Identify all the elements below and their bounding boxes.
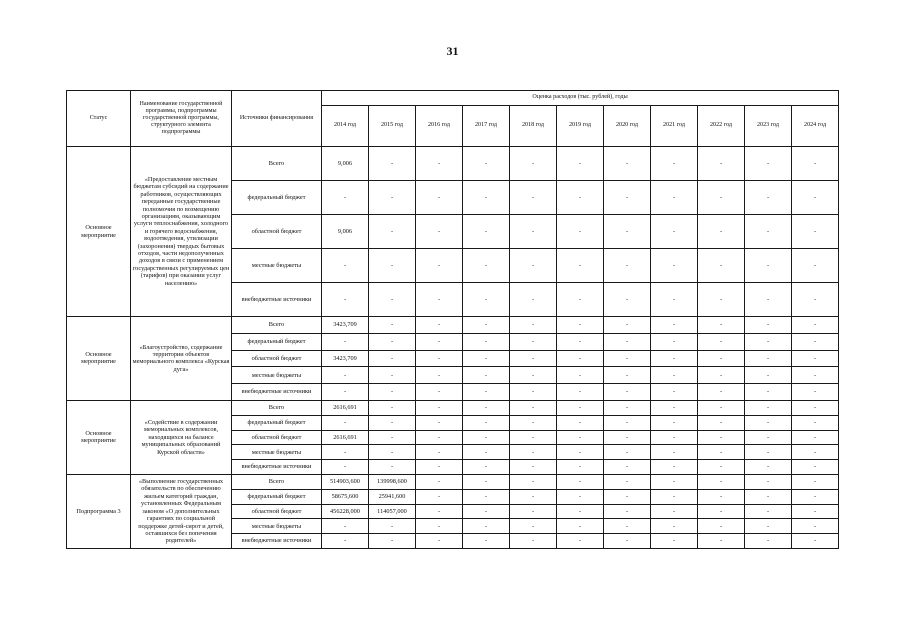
amount-cell: - [369,350,416,367]
amount-cell: - [792,519,839,534]
amount-cell: - [792,415,839,430]
amount-cell: - [745,317,792,334]
amount-cell: - [792,147,839,181]
amount-cell: - [604,317,651,334]
amount-cell: - [792,317,839,334]
funding-source-cell: местные бюджеты [232,367,322,384]
amount-cell: - [745,519,792,534]
amount-cell: - [463,384,510,401]
amount-cell: - [651,384,698,401]
amount-cell: - [604,430,651,445]
header-year: 2015 год [369,106,416,147]
amount-cell: - [604,519,651,534]
amount-cell: - [698,474,745,489]
amount-cell: - [510,460,557,475]
funding-source-cell: областной бюджет [232,350,322,367]
amount-cell: - [463,534,510,549]
amount-cell: - [510,504,557,519]
amount-cell: - [463,504,510,519]
amount-cell: - [792,474,839,489]
amount-cell: - [322,445,369,460]
amount-cell: - [510,147,557,181]
amount-cell: - [651,215,698,249]
amount-cell: - [604,445,651,460]
amount-cell: - [510,534,557,549]
header-name: Наименование государственной программы, подпрограммы государственной программы, структурного элемента подпрограммы [131,91,232,147]
amount-cell: - [369,534,416,549]
amount-cell: - [416,333,463,350]
amount-cell: - [745,181,792,215]
amount-cell: - [510,489,557,504]
amount-cell: - [604,489,651,504]
amount-cell: - [369,460,416,475]
amount-cell: - [604,415,651,430]
amount-cell: - [792,350,839,367]
amount-cell: - [745,430,792,445]
amount-cell: - [745,215,792,249]
amount-cell: - [463,519,510,534]
amount-cell: - [698,430,745,445]
amount-cell: - [604,367,651,384]
amount-cell: - [651,430,698,445]
amount-cell: - [510,400,557,415]
amount-cell: - [557,181,604,215]
amount-cell: - [651,460,698,475]
header-estimate: Оценка расходов (тыс. рублей), годы [322,91,839,106]
amount-cell: - [745,283,792,317]
amount-cell: - [557,249,604,283]
amount-cell: - [463,283,510,317]
program-name-cell: «Выполнение государственных обязательств по обеспечению жильем категорий граждан, установленных Федеральным законом «О дополнительных гарантиях по социальной поддержке детей-сирот и детей, оставшихся без попечения родителей» [131,474,232,548]
amount-cell: - [792,249,839,283]
amount-cell: - [698,181,745,215]
funding-source-cell: Всего [232,474,322,489]
amount-cell: - [698,367,745,384]
amount-cell: - [369,430,416,445]
amount-cell: - [416,147,463,181]
amount-cell: - [416,350,463,367]
amount-cell: - [463,317,510,334]
table-row [67,400,839,415]
funding-source-cell: местные бюджеты [232,445,322,460]
amount-cell: - [698,400,745,415]
amount-cell: - [557,415,604,430]
amount-cell: - [416,430,463,445]
amount-cell: - [322,367,369,384]
amount-cell: - [416,460,463,475]
amount-cell: - [322,519,369,534]
amount-cell: - [651,519,698,534]
funding-source-cell: местные бюджеты [232,519,322,534]
amount-cell: - [369,333,416,350]
header-year: 2022 год [698,106,745,147]
amount-cell: - [369,215,416,249]
amount-cell: 2616,691 [322,400,369,415]
amount-cell: - [463,415,510,430]
amount-cell: - [463,460,510,475]
amount-cell: - [557,283,604,317]
amount-cell: - [369,384,416,401]
amount-cell: - [604,215,651,249]
amount-cell: - [557,400,604,415]
amount-cell: - [510,249,557,283]
amount-cell: - [510,519,557,534]
amount-cell: - [463,367,510,384]
amount-cell: - [510,445,557,460]
funding-source-cell: Всего [232,400,322,415]
amount-cell: - [463,215,510,249]
funding-source-cell: внебюджетные источники [232,384,322,401]
amount-cell: - [745,445,792,460]
amount-cell: - [369,147,416,181]
amount-cell: - [322,534,369,549]
table-row [67,147,839,181]
amount-cell: - [651,350,698,367]
funding-source-cell: Всего [232,317,322,334]
amount-cell: 9,006 [322,215,369,249]
amount-cell: - [557,333,604,350]
amount-cell: - [322,181,369,215]
table-row [67,474,839,489]
amount-cell: - [510,415,557,430]
amount-cell: - [416,317,463,334]
header-year: 2017 год [463,106,510,147]
amount-cell: - [463,249,510,283]
amount-cell: - [557,445,604,460]
amount-cell: - [557,460,604,475]
amount-cell: - [463,333,510,350]
amount-cell: - [416,489,463,504]
amount-cell: - [698,460,745,475]
amount-cell: - [416,249,463,283]
amount-cell: - [604,147,651,181]
amount-cell: - [604,460,651,475]
amount-cell: - [416,181,463,215]
amount-cell: - [604,350,651,367]
amount-cell: - [604,283,651,317]
funding-source-cell: областной бюджет [232,215,322,249]
amount-cell: - [416,367,463,384]
funding-source-cell: внебюджетные источники [232,534,322,549]
amount-cell: - [745,249,792,283]
amount-cell: - [651,367,698,384]
amount-cell: - [463,445,510,460]
amount-cell: - [792,445,839,460]
program-name-cell: «Предоставление местным бюджетам субсидий на содержание работников, осуществляющих переданные государственные полномочия по возмещению организациям, оказывающим услуги теплоснабжения, холодного и горячего водоснабжения, водоотведения, утилизации (захоронения) твердых бытовых отходов, части недополученных доходов в связи с применением государственных регулируемых цен (тарифов) при оказании услуг населению» [131,147,232,317]
amount-cell: 58675,600 [322,489,369,504]
amount-cell: - [510,474,557,489]
amount-cell: - [651,415,698,430]
amount-cell: - [651,474,698,489]
amount-cell: - [698,384,745,401]
amount-cell: - [792,283,839,317]
funding-source-cell: областной бюджет [232,430,322,445]
amount-cell: - [604,384,651,401]
amount-cell: - [369,317,416,334]
funding-source-cell: федеральный бюджет [232,181,322,215]
amount-cell: - [463,400,510,415]
header-source: Источники финансирования [232,91,322,147]
amount-cell: - [651,445,698,460]
amount-cell: - [510,367,557,384]
amount-cell: - [416,400,463,415]
amount-cell: - [745,460,792,475]
amount-cell: - [369,367,416,384]
amount-cell: - [792,534,839,549]
amount-cell: - [745,333,792,350]
amount-cell: - [322,415,369,430]
amount-cell: - [557,474,604,489]
amount-cell: - [745,504,792,519]
amount-cell: 514903,600 [322,474,369,489]
amount-cell: - [557,504,604,519]
amount-cell: 3423,709 [322,350,369,367]
amount-cell: - [745,415,792,430]
amount-cell: 139998,600 [369,474,416,489]
amount-cell: - [369,400,416,415]
amount-cell: - [698,489,745,504]
amount-cell: - [416,519,463,534]
status-cell: Основное мероприятие [67,317,131,401]
amount-cell: - [510,384,557,401]
amount-cell: - [557,350,604,367]
header-year: 2014 год [322,106,369,147]
amount-cell: 25941,600 [369,489,416,504]
amount-cell: - [651,249,698,283]
amount-cell: - [604,333,651,350]
header-year: 2023 год [745,106,792,147]
amount-cell: - [322,249,369,283]
funding-source-cell: федеральный бюджет [232,333,322,350]
funding-source-cell: внебюджетные источники [232,283,322,317]
amount-cell: - [698,333,745,350]
amount-cell: - [322,333,369,350]
header-year: 2018 год [510,106,557,147]
amount-cell: - [369,283,416,317]
amount-cell: 3423,709 [322,317,369,334]
amount-cell: - [510,333,557,350]
amount-cell: 2616,691 [322,430,369,445]
amount-cell: - [745,474,792,489]
amount-cell: - [651,504,698,519]
amount-cell: - [557,215,604,249]
amount-cell: - [510,430,557,445]
funding-source-cell: Всего [232,147,322,181]
amount-cell: - [792,384,839,401]
header-year: 2020 год [604,106,651,147]
program-name-cell: «Содействие в содержании мемориальных комплексов, находящихся на балансе муниципальных образований Курской области» [131,400,232,474]
amount-cell: - [792,215,839,249]
amount-cell: - [698,147,745,181]
amount-cell: - [792,430,839,445]
amount-cell: - [416,504,463,519]
amount-cell: - [792,460,839,475]
amount-cell: - [698,249,745,283]
amount-cell: - [557,367,604,384]
amount-cell: - [698,350,745,367]
amount-cell: - [416,283,463,317]
amount-cell: - [416,384,463,401]
amount-cell: - [651,489,698,504]
amount-cell: - [792,181,839,215]
amount-cell: - [463,147,510,181]
amount-cell: - [698,519,745,534]
amount-cell: - [416,474,463,489]
program-name-cell: «Благоустройство, содержание территории объектов мемориального комплекса «Курская дуга» [131,317,232,401]
amount-cell: - [698,445,745,460]
amount-cell: - [792,400,839,415]
funding-source-cell: местные бюджеты [232,249,322,283]
amount-cell: - [463,430,510,445]
amount-cell: - [463,181,510,215]
amount-cell: - [745,384,792,401]
funding-source-cell: областной бюджет [232,504,322,519]
amount-cell: - [792,333,839,350]
amount-cell: - [792,504,839,519]
amount-cell: - [604,474,651,489]
amount-cell: - [604,181,651,215]
amount-cell: - [510,181,557,215]
table-row [67,317,839,334]
amount-cell: - [745,350,792,367]
amount-cell: - [557,384,604,401]
amount-cell: - [604,400,651,415]
amount-cell: - [510,283,557,317]
amount-cell: - [416,534,463,549]
header-year: 2016 год [416,106,463,147]
amount-cell: - [416,415,463,430]
amount-cell: - [745,534,792,549]
amount-cell: - [463,474,510,489]
amount-cell: 114057,000 [369,504,416,519]
amount-cell: - [745,367,792,384]
amount-cell: - [369,181,416,215]
amount-cell: - [651,181,698,215]
amount-cell: - [510,215,557,249]
amount-cell: - [698,215,745,249]
amount-cell: - [463,489,510,504]
amount-cell: - [557,534,604,549]
amount-cell: - [510,317,557,334]
status-cell: Основное мероприятие [67,147,131,317]
amount-cell: - [322,384,369,401]
header-year: 2021 год [651,106,698,147]
amount-cell: - [698,283,745,317]
amount-cell: - [322,460,369,475]
amount-cell: - [369,445,416,460]
funding-source-cell: внебюджетные источники [232,460,322,475]
amount-cell: - [745,400,792,415]
budget-table [66,90,839,549]
amount-cell: - [745,147,792,181]
amount-cell: - [369,415,416,430]
amount-cell: - [604,504,651,519]
amount-cell: - [651,400,698,415]
amount-cell: - [698,317,745,334]
amount-cell: - [557,519,604,534]
page-number: 31 [446,44,459,58]
amount-cell: - [557,430,604,445]
amount-cell: - [322,283,369,317]
amount-cell: - [651,333,698,350]
amount-cell: - [698,534,745,549]
header-status: Статус [67,91,131,147]
amount-cell: - [651,317,698,334]
amount-cell: - [557,147,604,181]
amount-cell: - [416,445,463,460]
amount-cell: - [604,534,651,549]
amount-cell: - [698,504,745,519]
amount-cell: - [416,215,463,249]
amount-cell: - [792,367,839,384]
amount-cell: - [604,249,651,283]
amount-cell: - [698,415,745,430]
amount-cell: - [369,249,416,283]
amount-cell: - [792,489,839,504]
funding-source-cell: федеральный бюджет [232,489,322,504]
header-year: 2019 год [557,106,604,147]
amount-cell: - [651,534,698,549]
amount-cell: - [651,147,698,181]
status-cell: Основное мероприятие [67,400,131,474]
status-cell: Подпрограмма 3 [67,474,131,548]
header-year: 2024 год [792,106,839,147]
amount-cell: - [557,317,604,334]
amount-cell: - [510,350,557,367]
amount-cell: - [745,489,792,504]
amount-cell: - [651,283,698,317]
table-body [67,147,839,549]
amount-cell: - [369,519,416,534]
amount-cell: - [463,350,510,367]
funding-source-cell: федеральный бюджет [232,415,322,430]
amount-cell: - [557,489,604,504]
amount-cell: 9,006 [322,147,369,181]
amount-cell: 456228,000 [322,504,369,519]
